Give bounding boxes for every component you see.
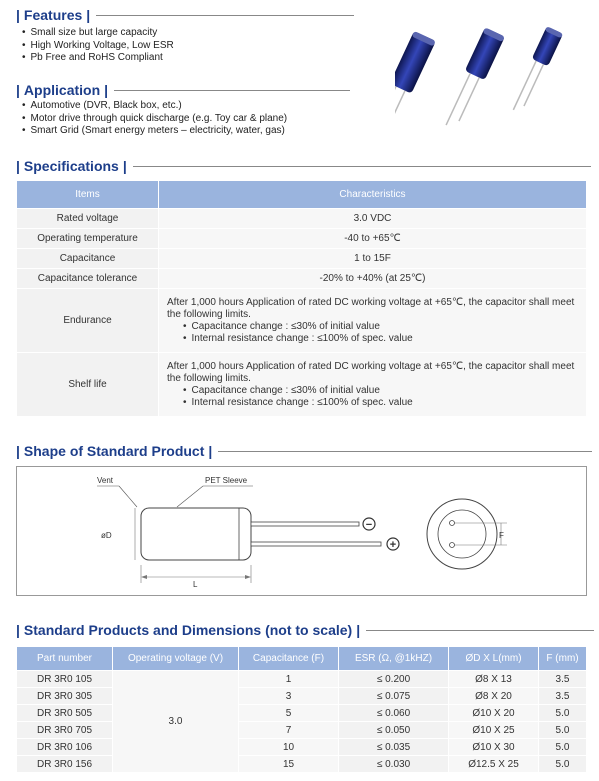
part-number: DR 3R0 105	[17, 671, 113, 688]
spec-value: 3.0 VDC	[159, 209, 587, 229]
f-value: 5.0	[539, 756, 587, 773]
spec-value: 1 to 15F	[159, 249, 587, 269]
table-row	[17, 229, 587, 249]
table-header-row	[17, 647, 587, 671]
table-row	[17, 249, 587, 269]
column-header: ESR (Ω, @1kHZ)	[339, 647, 449, 671]
table-row	[17, 353, 587, 417]
part-number: DR 3R0 705	[17, 722, 113, 739]
list-item: • Automotive (DVR, Black box, etc.)	[22, 100, 287, 113]
features-list	[22, 27, 174, 65]
esr: ≤ 0.060	[339, 705, 449, 722]
column-header: Part number	[17, 647, 113, 671]
spec-value: -40 to +65℃	[159, 229, 587, 249]
heading-bar: |	[86, 7, 91, 23]
part-number: DR 3R0 505	[17, 705, 113, 722]
capacitor-photo	[395, 18, 585, 136]
length-label: L	[193, 580, 198, 589]
spec-sub-item: • Internal resistance change : ≤100% of spec. value	[167, 397, 578, 409]
minus-symbol: −	[365, 519, 373, 531]
dimension: Ø8 X 20	[449, 688, 539, 705]
heading-rule	[366, 630, 594, 631]
spec-item: Endurance	[17, 289, 159, 353]
shape-drawing	[17, 467, 586, 595]
spec-text: After 1,000 hours Application of rated DC working voltage at +65℃, the capacitor shall meet the following limits.	[167, 360, 575, 384]
capacitance: 1	[239, 671, 339, 688]
part-number: DR 3R0 156	[17, 756, 113, 773]
esr: ≤ 0.050	[339, 722, 449, 739]
shape-heading	[16, 443, 592, 459]
sleeve-label: PET Sleeve	[205, 476, 248, 485]
spec-sub-item: • Internal resistance change : ≤100% of spec. value	[167, 333, 578, 345]
features-title: Features	[23, 7, 83, 23]
operating-voltage: 3.0	[113, 671, 239, 773]
features-heading	[16, 7, 354, 23]
capacitor-medium	[441, 27, 505, 131]
dimension: Ø12.5 X 25	[449, 756, 539, 773]
application-title: Application	[23, 82, 101, 98]
specifications-table	[16, 180, 587, 417]
specifications-heading	[16, 158, 591, 174]
heading-bar: |	[122, 158, 127, 174]
heading-bar: |	[104, 82, 109, 98]
heading-rule	[133, 166, 591, 167]
heading-bar: |	[16, 443, 20, 459]
table-row	[17, 269, 587, 289]
spec-item: Shelf life	[17, 353, 159, 417]
esr: ≤ 0.200	[339, 671, 449, 688]
esr: ≤ 0.030	[339, 756, 449, 773]
heading-bar: |	[208, 443, 213, 459]
part-number: DR 3R0 305	[17, 688, 113, 705]
spec-item: Operating temperature	[17, 229, 159, 249]
application-heading	[16, 82, 350, 98]
spec-sub-item: • Capacitance change : ≤30% of initial value	[167, 385, 578, 397]
spec-item: Capacitance	[17, 249, 159, 269]
shape-diagram	[16, 466, 587, 596]
column-header: ØD X L(mm)	[449, 647, 539, 671]
heading-bar: |	[16, 158, 20, 174]
dimension: Ø10 X 25	[449, 722, 539, 739]
f-value: 5.0	[539, 739, 587, 756]
heading-bar: |	[16, 7, 20, 23]
diameter-label: øD	[101, 531, 112, 540]
capacitor-small	[509, 26, 563, 115]
table-row	[17, 705, 587, 722]
spec-value: -20% to +40% (at 25℃)	[159, 269, 587, 289]
heading-rule	[96, 15, 354, 16]
esr: ≤ 0.035	[339, 739, 449, 756]
vent-label: Vent	[97, 476, 114, 485]
f-value: 5.0	[539, 722, 587, 739]
heading-rule	[218, 451, 592, 452]
table-row	[17, 209, 587, 229]
table-row	[17, 671, 587, 688]
heading-bar: |	[16, 622, 20, 638]
f-value: 3.5	[539, 671, 587, 688]
spec-value	[159, 289, 587, 353]
shape-title: Shape of Standard Product	[23, 443, 205, 459]
plus-symbol: +	[389, 539, 397, 551]
list-item: • Pb Free and RoHS Compliant	[22, 52, 174, 65]
table-row	[17, 688, 587, 705]
capacitance: 10	[239, 739, 339, 756]
column-header: F (mm)	[539, 647, 587, 671]
capacitor-large	[395, 31, 436, 136]
esr: ≤ 0.075	[339, 688, 449, 705]
table-row	[17, 756, 587, 773]
part-number: DR 3R0 106	[17, 739, 113, 756]
products-title: Standard Products and Dimensions (not to scale)	[23, 622, 353, 638]
spec-value	[159, 353, 587, 417]
table-header-row	[17, 181, 587, 209]
column-header: Operating voltage (V)	[113, 647, 239, 671]
dimension: Ø10 X 20	[449, 705, 539, 722]
heading-bar: |	[16, 82, 20, 98]
spec-sub-item: • Capacitance change : ≤30% of initial value	[167, 321, 578, 333]
f-value: 3.5	[539, 688, 587, 705]
capacitance: 3	[239, 688, 339, 705]
table-row	[17, 722, 587, 739]
capacitance: 15	[239, 756, 339, 773]
f-value: 5.0	[539, 705, 587, 722]
products-heading	[16, 622, 594, 638]
spec-item: Rated voltage	[17, 209, 159, 229]
dimension: Ø10 X 30	[449, 739, 539, 756]
column-header: Items	[17, 181, 159, 209]
list-item: • High Working Voltage, Low ESR	[22, 40, 174, 53]
application-list	[22, 100, 287, 138]
column-header: Capacitance (F)	[239, 647, 339, 671]
list-item: • Smart Grid (Smart energy meters – electricity, water, gas)	[22, 125, 287, 138]
capacitance: 5	[239, 705, 339, 722]
capacitance: 7	[239, 722, 339, 739]
heading-rule	[114, 90, 350, 91]
spec-text: After 1,000 hours Application of rated DC working voltage at +65℃, the capacitor shall meet the following limits.	[167, 296, 575, 320]
spec-item: Capacitance tolerance	[17, 269, 159, 289]
specifications-title: Specifications	[23, 158, 119, 174]
f-label: F	[499, 531, 504, 540]
column-header: Characteristics	[159, 181, 587, 209]
table-row	[17, 289, 587, 353]
list-item: • Motor drive through quick discharge (e.g. Toy car & plane)	[22, 113, 287, 126]
table-row	[17, 739, 587, 756]
heading-bar: |	[356, 622, 361, 638]
list-item: • Small size but large capacity	[22, 27, 174, 40]
products-table	[16, 646, 587, 773]
dimension: Ø8 X 13	[449, 671, 539, 688]
